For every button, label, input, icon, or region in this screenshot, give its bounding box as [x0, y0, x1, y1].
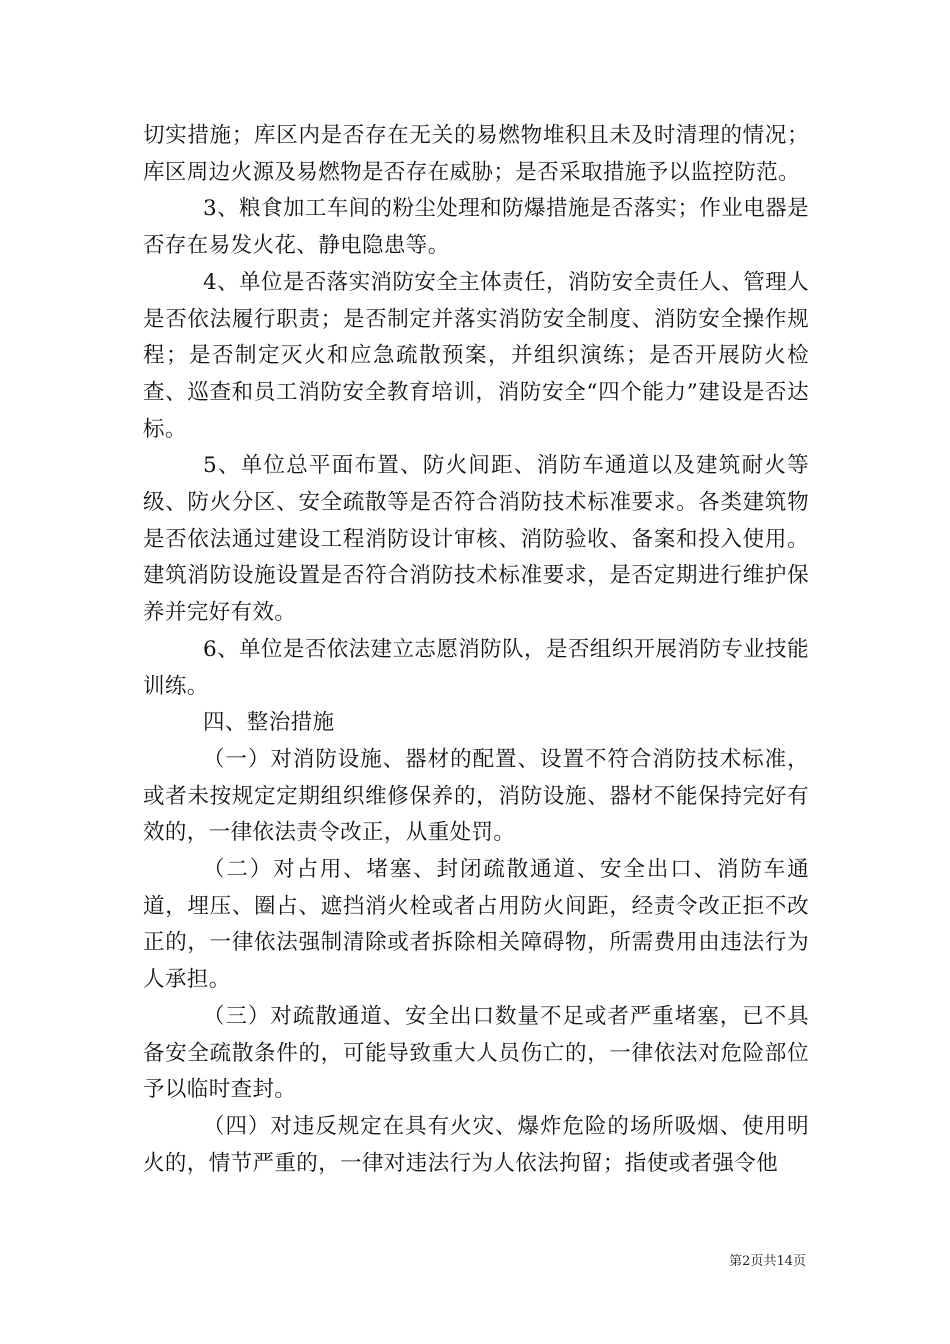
- paragraph-item-4: 4、单位是否落实消防安全主体责任，消防安全责任人、管理人是否依法履行职责；是否制定并落实消防安全制度、消防安全操作规程；是否制定灭火和应急疏散预案，并组织演练；是否开展防火检查、巡查和员工消防安全教育培训，消防安全“四个能力”建设是否达标。: [143, 269, 809, 442]
- paragraph-item-6: 6、单位是否依法建立志愿消防队，是否组织开展消防专业技能训练。: [143, 636, 809, 699]
- paragraph-continuation: 切实措施；库区内是否存在无关的易燃物堆积且未及时清理的情况；库区周边火源及易燃物是否存在威胁；是否采取措施予以监控防范。: [143, 123, 809, 185]
- paragraph-item-5: 5、单位总平面布置、防火间距、消防车通道以及建筑耐火等级、防火分区、安全疏散等是否符合消防技术标准要求。各类建筑物是否依法通过建设工程消防设计审核、消防验收、备案和投入使用。建筑消防设施设置是否符合消防技术标准要求，是否定期进行维护保养并完好有效。: [143, 453, 809, 626]
- paragraph-measure-3: （三）对疏散通道、安全出口数量不足或者严重堵塞，已不具备安全疏散条件的，可能导致重大人员伤亡的，一律依法对危险部位予以临时查封。: [143, 1003, 809, 1103]
- paragraph-measure-1: （一）对消防设施、器材的配置、设置不符合消防技术标准，或者未按规定定期组织维修保养的，消防设施、器材不能保持完好有效的，一律依法责令改正，从重处罚。: [143, 746, 809, 846]
- page-number-footer: 第2页共14页: [729, 1254, 806, 1269]
- document-body: [143, 118, 809, 1182]
- paragraph-measure-2: （二）对占用、堵塞、封闭疏散通道、安全出口、消防车通道，埋压、圈占、遮挡消火栓或者占用防火间距，经责令改正拒不改正的，一律依法强制清除或者拆除相关障碍物，所需费用由违法行为人承担。: [143, 857, 809, 993]
- section-heading: 四、整治措施: [203, 710, 335, 736]
- paragraph-measure-4: （四）对违反规定在具有火灾、爆炸危险的场所吸烟、使用明火的，情节严重的，一律对违法行为人依法拘留；指使或者强令他: [143, 1113, 809, 1176]
- paragraph-item-3: 3、粮食加工车间的粉尘处理和防爆措施是否落实；作业电器是否存在易发火花、静电隐患等。: [143, 196, 809, 259]
